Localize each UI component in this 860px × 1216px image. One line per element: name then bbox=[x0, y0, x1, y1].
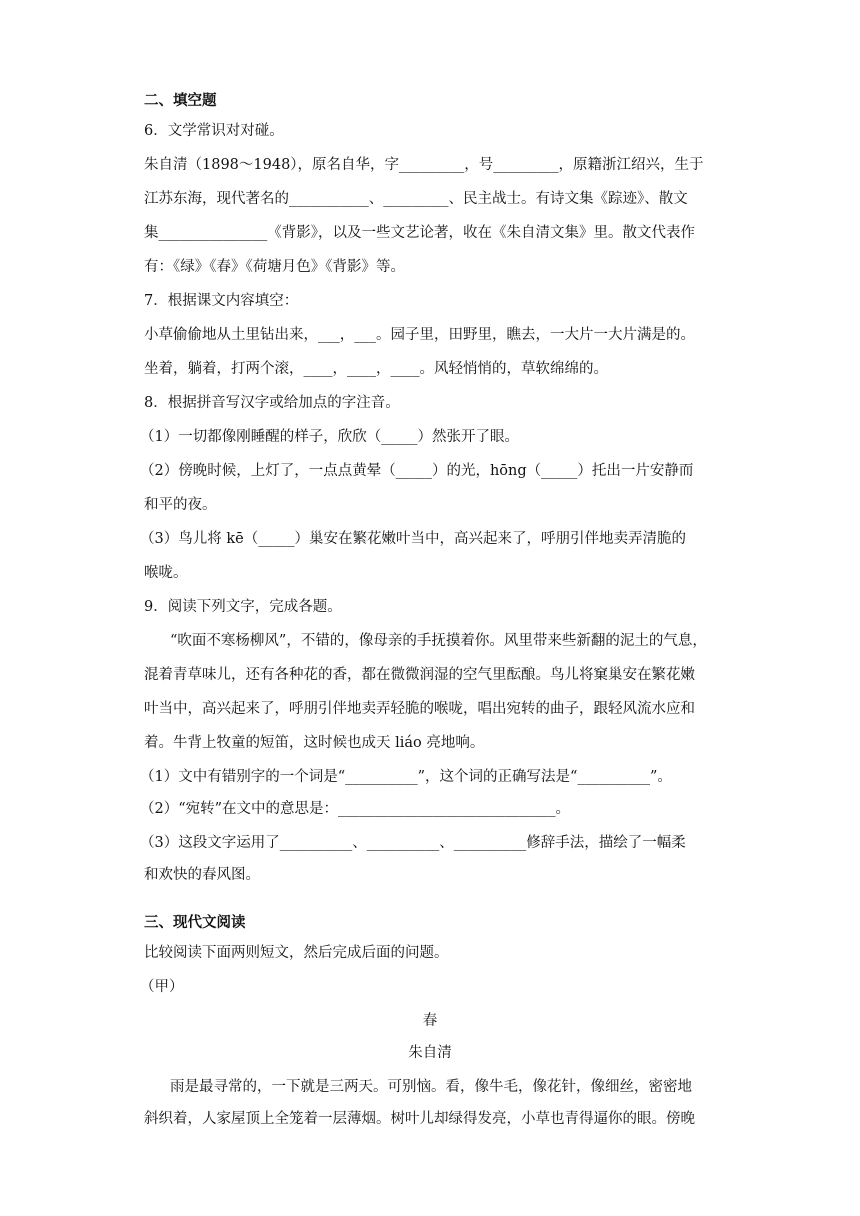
article-line: 雨是最寻常的，一下就是三两天。可别恼。看，像牛毛，像花针，像细丝，密密地 bbox=[170, 1079, 692, 1095]
reading-intro: 比较阅读下面两则短文，然后完成后面的问题。 bbox=[144, 945, 449, 961]
question-9-passage-line: “吹面不寒杨柳风”，不错的，像母亲的手抚摸着你。风里带来些新翻的泥土的气息， bbox=[170, 633, 707, 649]
question-9-sub-line: （2）“宛转”在文中的意思是：______________________________。 bbox=[140, 801, 571, 817]
passage-label: （甲） bbox=[140, 979, 184, 995]
article-line: 斜织着，人家屋顶上全笼着一层薄烟。树叶儿却绿得发亮，小草也青得逼你的眼。傍晚 bbox=[144, 1111, 695, 1127]
article-author: 朱自清 bbox=[408, 1045, 452, 1061]
question-6-line: 有：《绿》《春》《荷塘月色》《背影》等。 bbox=[144, 259, 405, 275]
question-6-line: 朱自清（1898～1948），原名自华，字_________，号_________，原籍浙江绍兴，生于 bbox=[144, 157, 704, 173]
section-title-fill: 二、填空题 bbox=[144, 93, 217, 109]
question-8-line: 和平的夜。 bbox=[144, 497, 217, 513]
question-9-passage-line: 着。牛背上牧童的短笛，这时候也成天 liáo 亮地响。 bbox=[144, 735, 485, 751]
question-8-line: 喉咙。 bbox=[144, 565, 188, 581]
question-6-title: 6．文学常识对对碰。 bbox=[144, 123, 284, 139]
question-9-sub-line: 和欢快的春风图。 bbox=[144, 867, 260, 883]
question-9-passage-line: 叶当中，高兴起来了，呼朋引伴地卖弄轻脆的喉咙，唱出宛转的曲子，跟轻风流水应和 bbox=[144, 701, 695, 717]
question-9-sub-line: （3）这段文字运用了__________、__________、__________修辞手法，描绘了一幅柔 bbox=[140, 835, 686, 851]
question-8-line: （1）一切都像刚睡醒的样子，欣欣（_____）然张开了眼。 bbox=[140, 429, 519, 445]
question-6-line: 江苏东海，现代著名的___________、_________、民主战士。有诗文集《踪迹》、散文 bbox=[144, 191, 688, 207]
question-8-line: （3）鸟儿将 kē（_____）巢安在繁花嫩叶当中，高兴起来了，呼朋引伴地卖弄清脆的 bbox=[140, 531, 686, 547]
question-7-line: 小草偷偷地从土里钻出来，___，___。园子里，田野里，瞧去，一大片一大片满是的。 bbox=[144, 327, 695, 343]
question-9-passage-line: 混着青草味儿，还有各种花的香，都在微微润湿的空气里酝酿。鸟儿将窠巢安在繁花嫩 bbox=[144, 667, 695, 683]
section-title-reading: 三、现代文阅读 bbox=[144, 915, 246, 931]
question-6-line: 集_______________《背影》，以及一些文艺论著，收在《朱自清文集》里。散文代表作 bbox=[144, 225, 695, 241]
question-7-title: 7．根据课文内容填空： bbox=[144, 293, 299, 309]
question-9-title: 9．阅读下列文字，完成各题。 bbox=[144, 599, 342, 615]
question-8-line: （2）傍晚时候，上灯了，一点点黄晕（_____）的光，hōng（_____）托出一片安静而 bbox=[140, 463, 694, 479]
question-8-title: 8．根据拼音写汉字或给加点的字注音。 bbox=[144, 395, 400, 411]
article-title: 春 bbox=[422, 1013, 438, 1029]
question-7-line: 坐着，躺着，打两个滚，____，____，____。风轻悄悄的，草软绵绵的。 bbox=[144, 361, 608, 377]
question-9-sub-line: （1）文中有错别字的一个词是“__________”，这个词的正确写法是“__________”。 bbox=[140, 769, 672, 785]
